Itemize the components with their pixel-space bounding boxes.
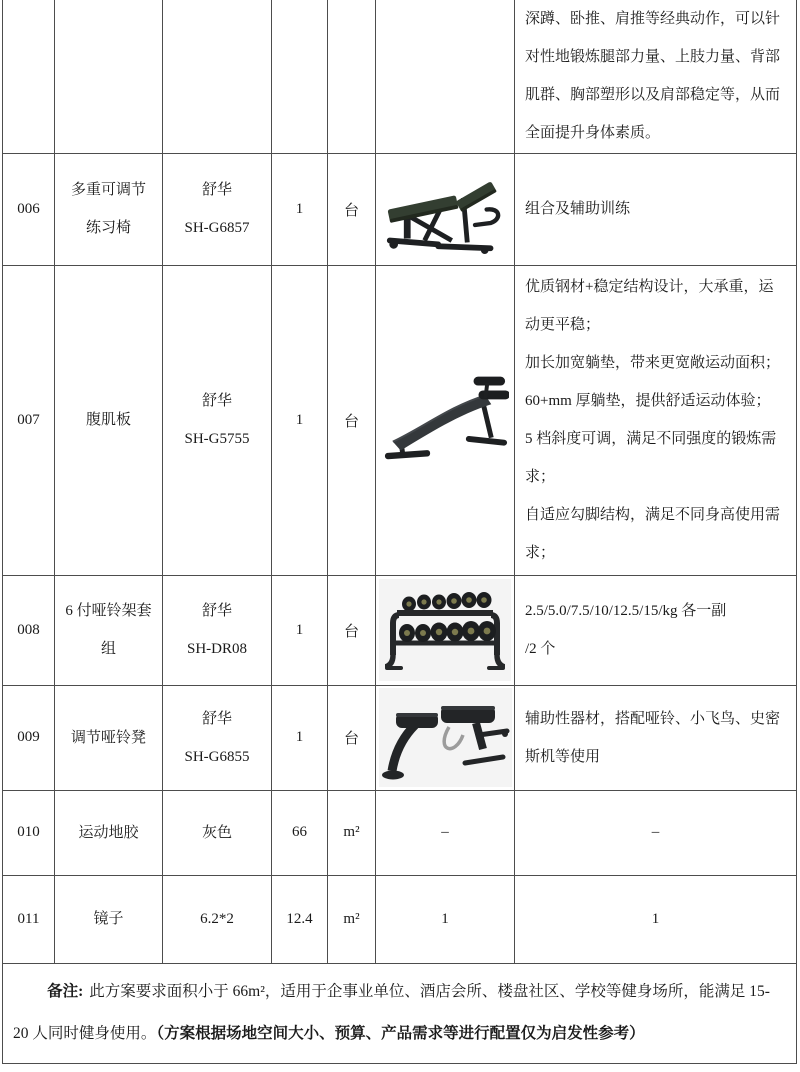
item-desc: 1 — [515, 875, 797, 963]
desc-line: 对性地锻炼腿部力量、上肢力量、背部 — [525, 48, 781, 65]
ab-board-image — [376, 370, 514, 470]
item-desc: 2.5/5.0/7.5/10/12.5/15/kg 各一副 /2 个 — [515, 575, 797, 685]
note-cell — [3, 963, 797, 1063]
item-qty: 66 — [272, 790, 328, 875]
item-no: 010 — [3, 790, 55, 875]
item-spec-cell — [163, 0, 272, 153]
dumbbell-rack-image — [385, 585, 505, 675]
item-spec: 6.2*2 — [163, 875, 272, 963]
table-row-007 — [3, 265, 797, 575]
item-qty-cell — [272, 0, 328, 153]
item-name: 腹肌板 — [55, 265, 163, 575]
item-no: 008 — [3, 575, 55, 685]
item-qty: 1 — [272, 575, 328, 685]
item-unit: m² — [328, 875, 376, 963]
item-no: 006 — [3, 153, 55, 265]
table-row-008 — [3, 575, 797, 685]
note-label: 备注: — [47, 983, 84, 1000]
ab-board-image — [381, 370, 509, 470]
item-spec: 舒华 SH-DR08 — [163, 575, 272, 685]
note-bold-tail: （方案根据场地空间大小、预算、产品需求等进行配置仅为启发性参考） — [156, 1025, 645, 1042]
item-name-cell — [55, 0, 163, 153]
item-name: 镜子 — [55, 875, 163, 963]
item-no-cell — [3, 0, 55, 153]
table-row-note — [3, 963, 797, 1063]
item-image-cell — [376, 265, 515, 575]
adjustable-training-bench-image — [381, 163, 509, 255]
item-unit: m² — [328, 790, 376, 875]
table-row-006 — [3, 153, 797, 265]
item-name: 6 付哑铃架套 组 — [55, 575, 163, 685]
item-spec: 舒华 SH-G6857 — [163, 153, 272, 265]
table-row-011 — [3, 875, 797, 963]
item-no: 007 — [3, 265, 55, 575]
dumbbell-rack-image — [379, 579, 511, 681]
item-name: 多重可调节 练习椅 — [55, 153, 163, 265]
item-image-cell: – — [376, 790, 515, 875]
desc-line: 全面提升身体素质。 — [525, 124, 661, 141]
item-image-cell — [376, 0, 515, 153]
table-row-010 — [3, 790, 797, 875]
desc-line: 深蹲、卧推、肩推等经典动作，可以针 — [525, 10, 781, 27]
item-image-cell — [376, 685, 515, 790]
item-name: 调节哑铃凳 — [55, 685, 163, 790]
note-paragraph — [3, 971, 796, 1055]
item-unit: 台 — [328, 153, 376, 265]
item-name: 运动地胶 — [55, 790, 163, 875]
item-desc: 优质钢材+稳定结构设计，大承重，运 动更平稳； 加长加宽躺垫，带来更宽敞运动面积； 60+mm 厚躺垫，提供舒适运动体验； 5 档斜度可调，满足不同强度的锻炼需 求； 自适应勾脚结构，满足不同身高使用需 求； — [515, 265, 797, 575]
item-unit: 台 — [328, 685, 376, 790]
item-desc: 组合及辅助训练 — [515, 153, 797, 265]
item-unit: 台 — [328, 575, 376, 685]
item-spec: 舒华 SH-G5755 — [163, 265, 272, 575]
item-spec: 舒华 SH-G6855 — [163, 685, 272, 790]
item-image-cell — [376, 575, 515, 685]
item-desc-cell — [515, 0, 797, 153]
item-qty: 1 — [272, 685, 328, 790]
item-qty: 1 — [272, 153, 328, 265]
item-qty: 1 — [272, 265, 328, 575]
adjustable-dumbbell-bench-image — [379, 688, 512, 787]
item-image-cell: 1 — [376, 875, 515, 963]
table-row-009 — [3, 685, 797, 790]
item-unit-cell — [328, 0, 376, 153]
equipment-table — [2, 0, 797, 1064]
item-spec: 灰色 — [163, 790, 272, 875]
item-desc: 辅助性器材，搭配哑铃、小飞鸟、史密 斯机等使用 — [515, 685, 797, 790]
item-image-cell — [376, 153, 515, 265]
note-body: 此方案要求面积小于 66m²，适用于企事业单位、酒店会所、楼盘社区、学校等健身场所，能满足 15-20 人同时健身使用。 — [13, 983, 770, 1042]
adjustable-training-bench-image — [376, 163, 514, 255]
item-unit: 台 — [328, 265, 376, 575]
item-desc: – — [515, 790, 797, 875]
table-row-carryover — [3, 0, 797, 153]
item-no: 009 — [3, 685, 55, 790]
item-qty: 12.4 — [272, 875, 328, 963]
adjustable-dumbbell-bench-image — [379, 689, 511, 786]
desc-line: 肌群、胸部塑形以及肩部稳定等，从而 — [525, 86, 781, 103]
item-no: 011 — [3, 875, 55, 963]
